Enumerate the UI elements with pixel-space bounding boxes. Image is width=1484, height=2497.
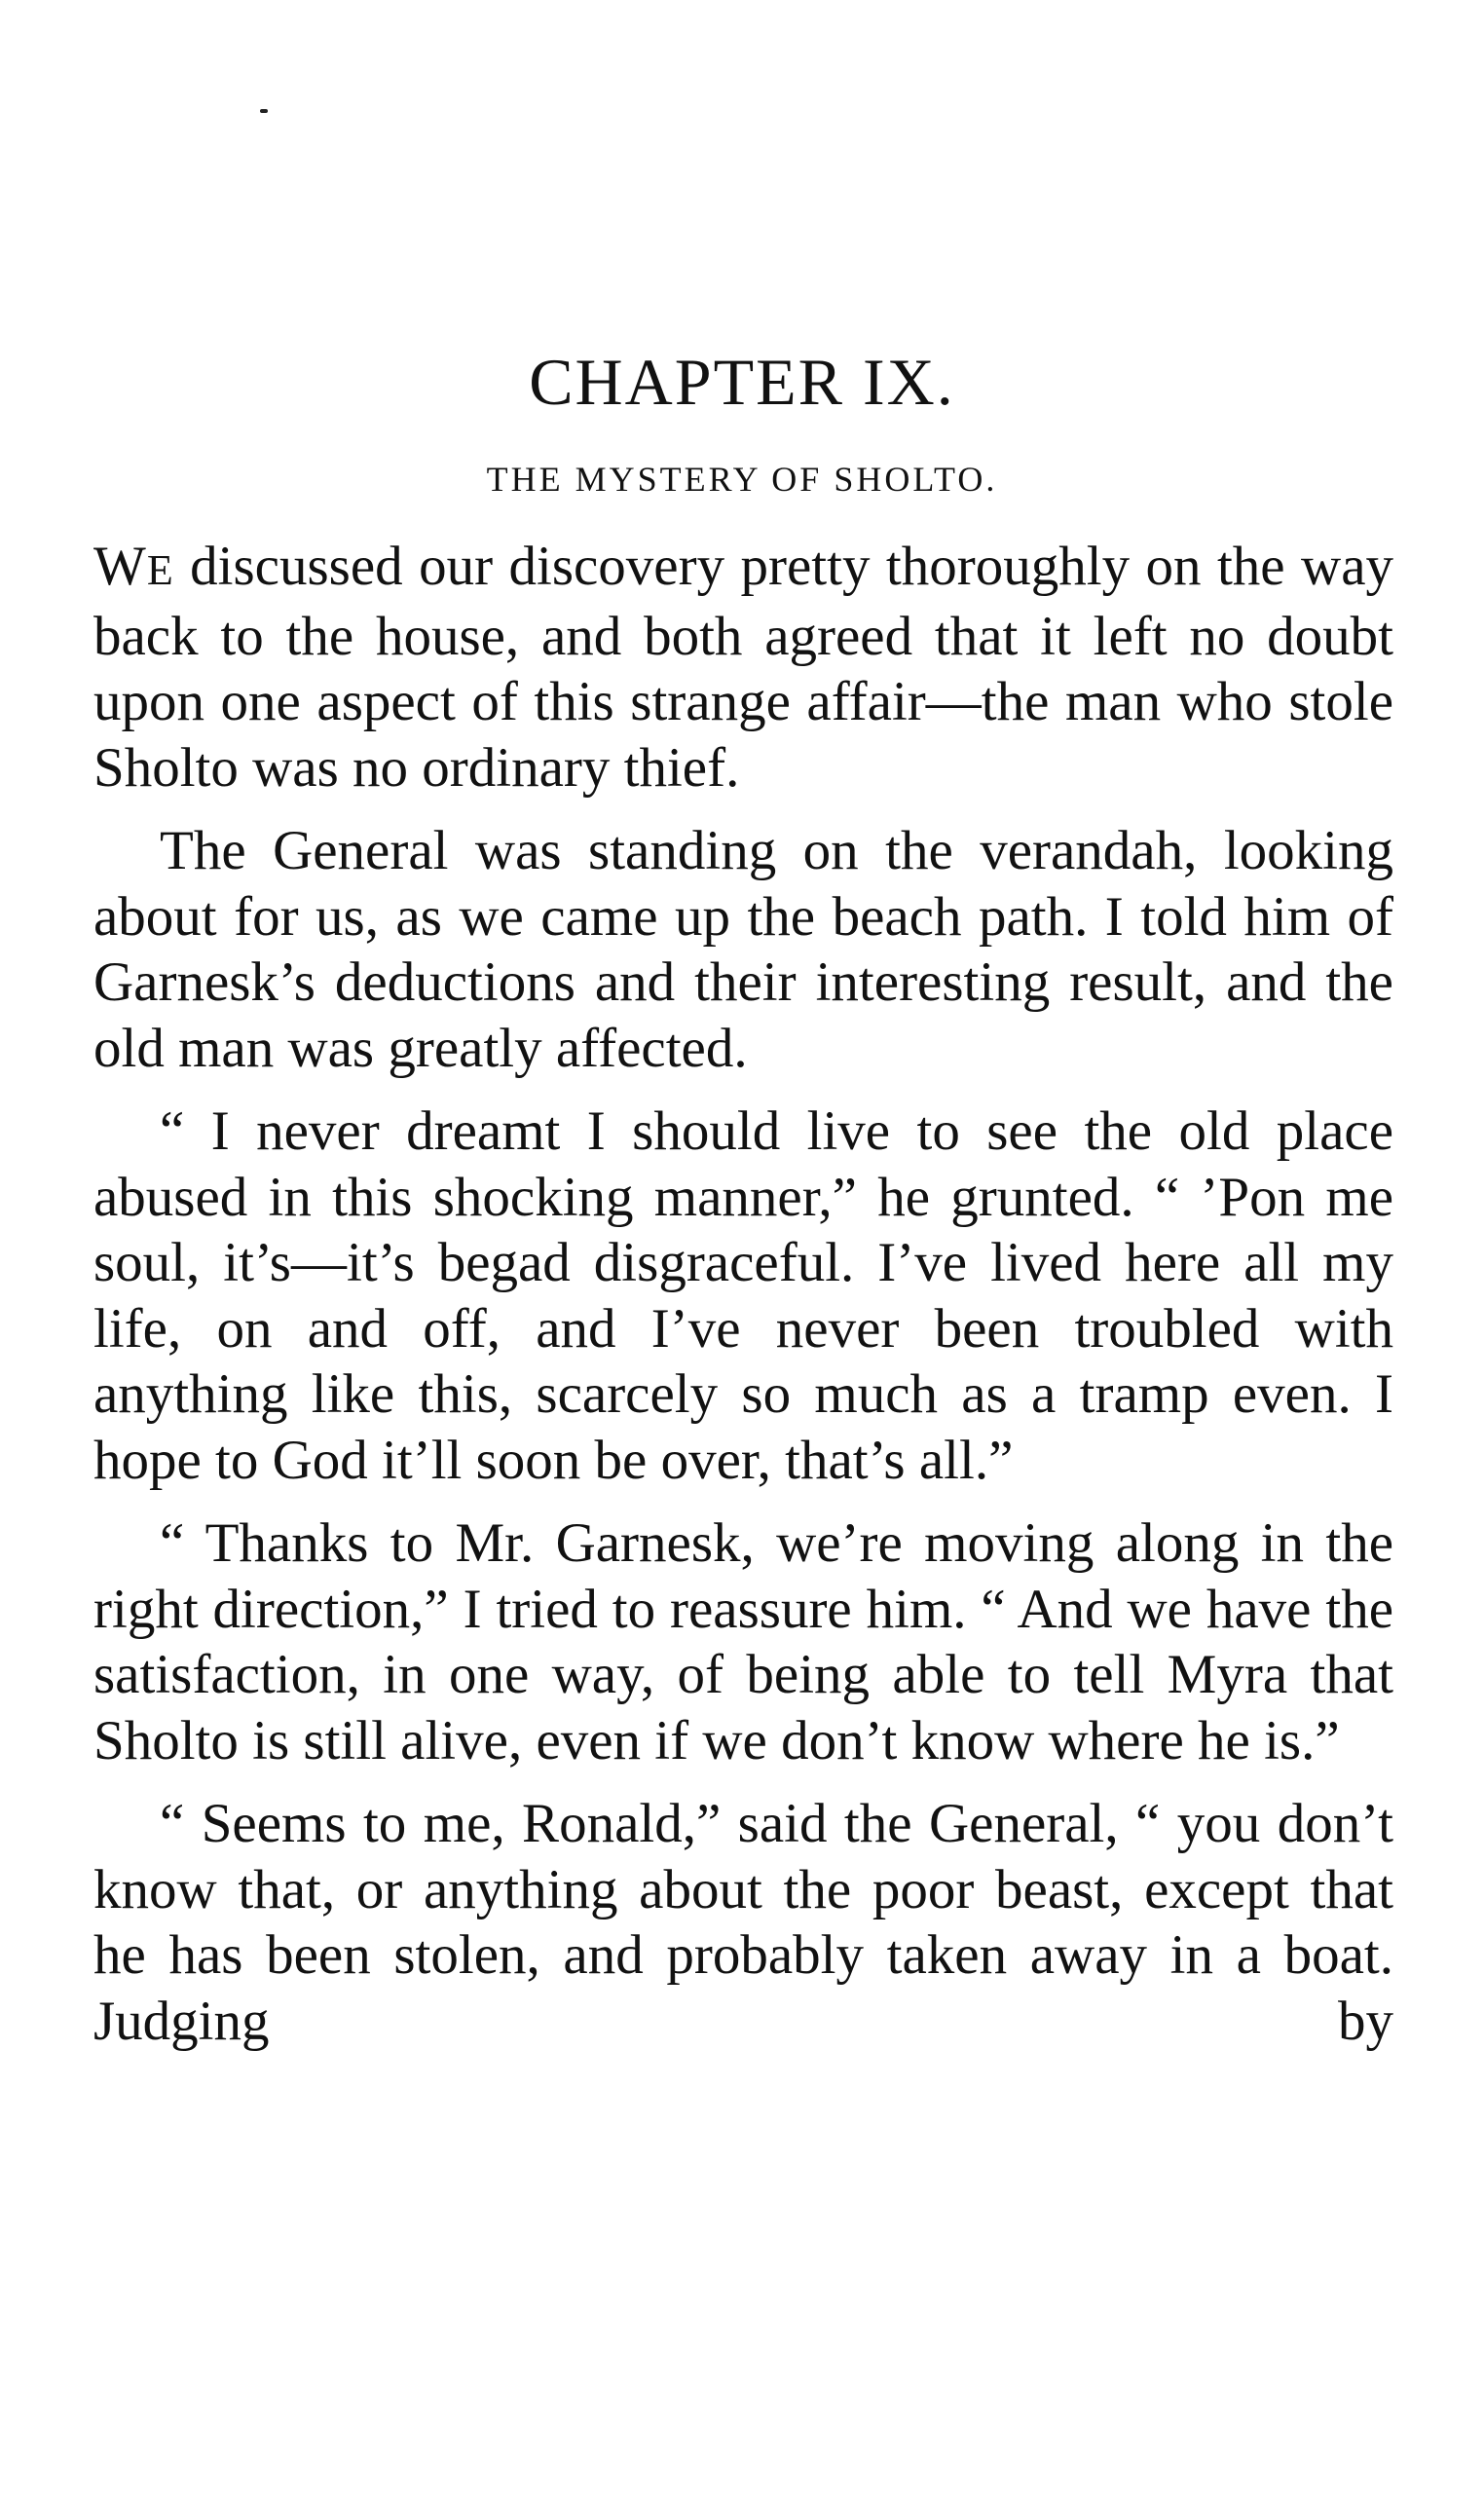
paragraph-1 — [93, 534, 1393, 801]
paragraph-initial: W — [93, 536, 147, 597]
paragraph-1-text: discussed our discovery pretty thoroughly on the way back to the house, and both agreed that it left no doubt upon one aspect of this strange affair—the man who stole Sholto was no ordinary thief. — [93, 536, 1393, 799]
chapter-subtitle: THE MYSTERY OF SHOLTO. — [486, 460, 998, 499]
paragraph-2: The General was standing on the verandah, looking about for us, as we came up the beach path. I told him of Garnesk’s deductions and their interesting result, and the old man was greatly affected. — [93, 820, 1393, 1079]
chapter-title: CHAPTER IX. — [529, 345, 955, 419]
paragraph-5: “ Seems to me, Ronald,” said the General, “ you don’t know that, or anything about the poor beast, except that he has been stolen, and probably taken away in a boat. Judging by — [93, 1793, 1393, 2052]
paragraph-3: “ I never dreamt I should live to see the old place abused in this shocking manner,” he grunted. “ ’Pon me soul, it’s—it’s begad disgraceful. I’ve lived here all my life, on and off, and I’ve never been troubled with anything like this, scarcely so much as a tramp even. I hope to God it’ll soon be over, that’s all.” — [93, 1100, 1393, 1491]
paragraph-4: “ Thanks to Mr. Garnesk, we’re moving along in the right direction,” I tried to reassure him. “ And we have the satisfaction, in one way, of being able to tell Myra that Sholto is still alive, even if we don’t know where he is.” — [93, 1512, 1393, 1771]
paragraph-smallcap: E — [146, 546, 174, 594]
body-text — [93, 534, 1393, 2071]
ink-speck — [260, 109, 268, 113]
